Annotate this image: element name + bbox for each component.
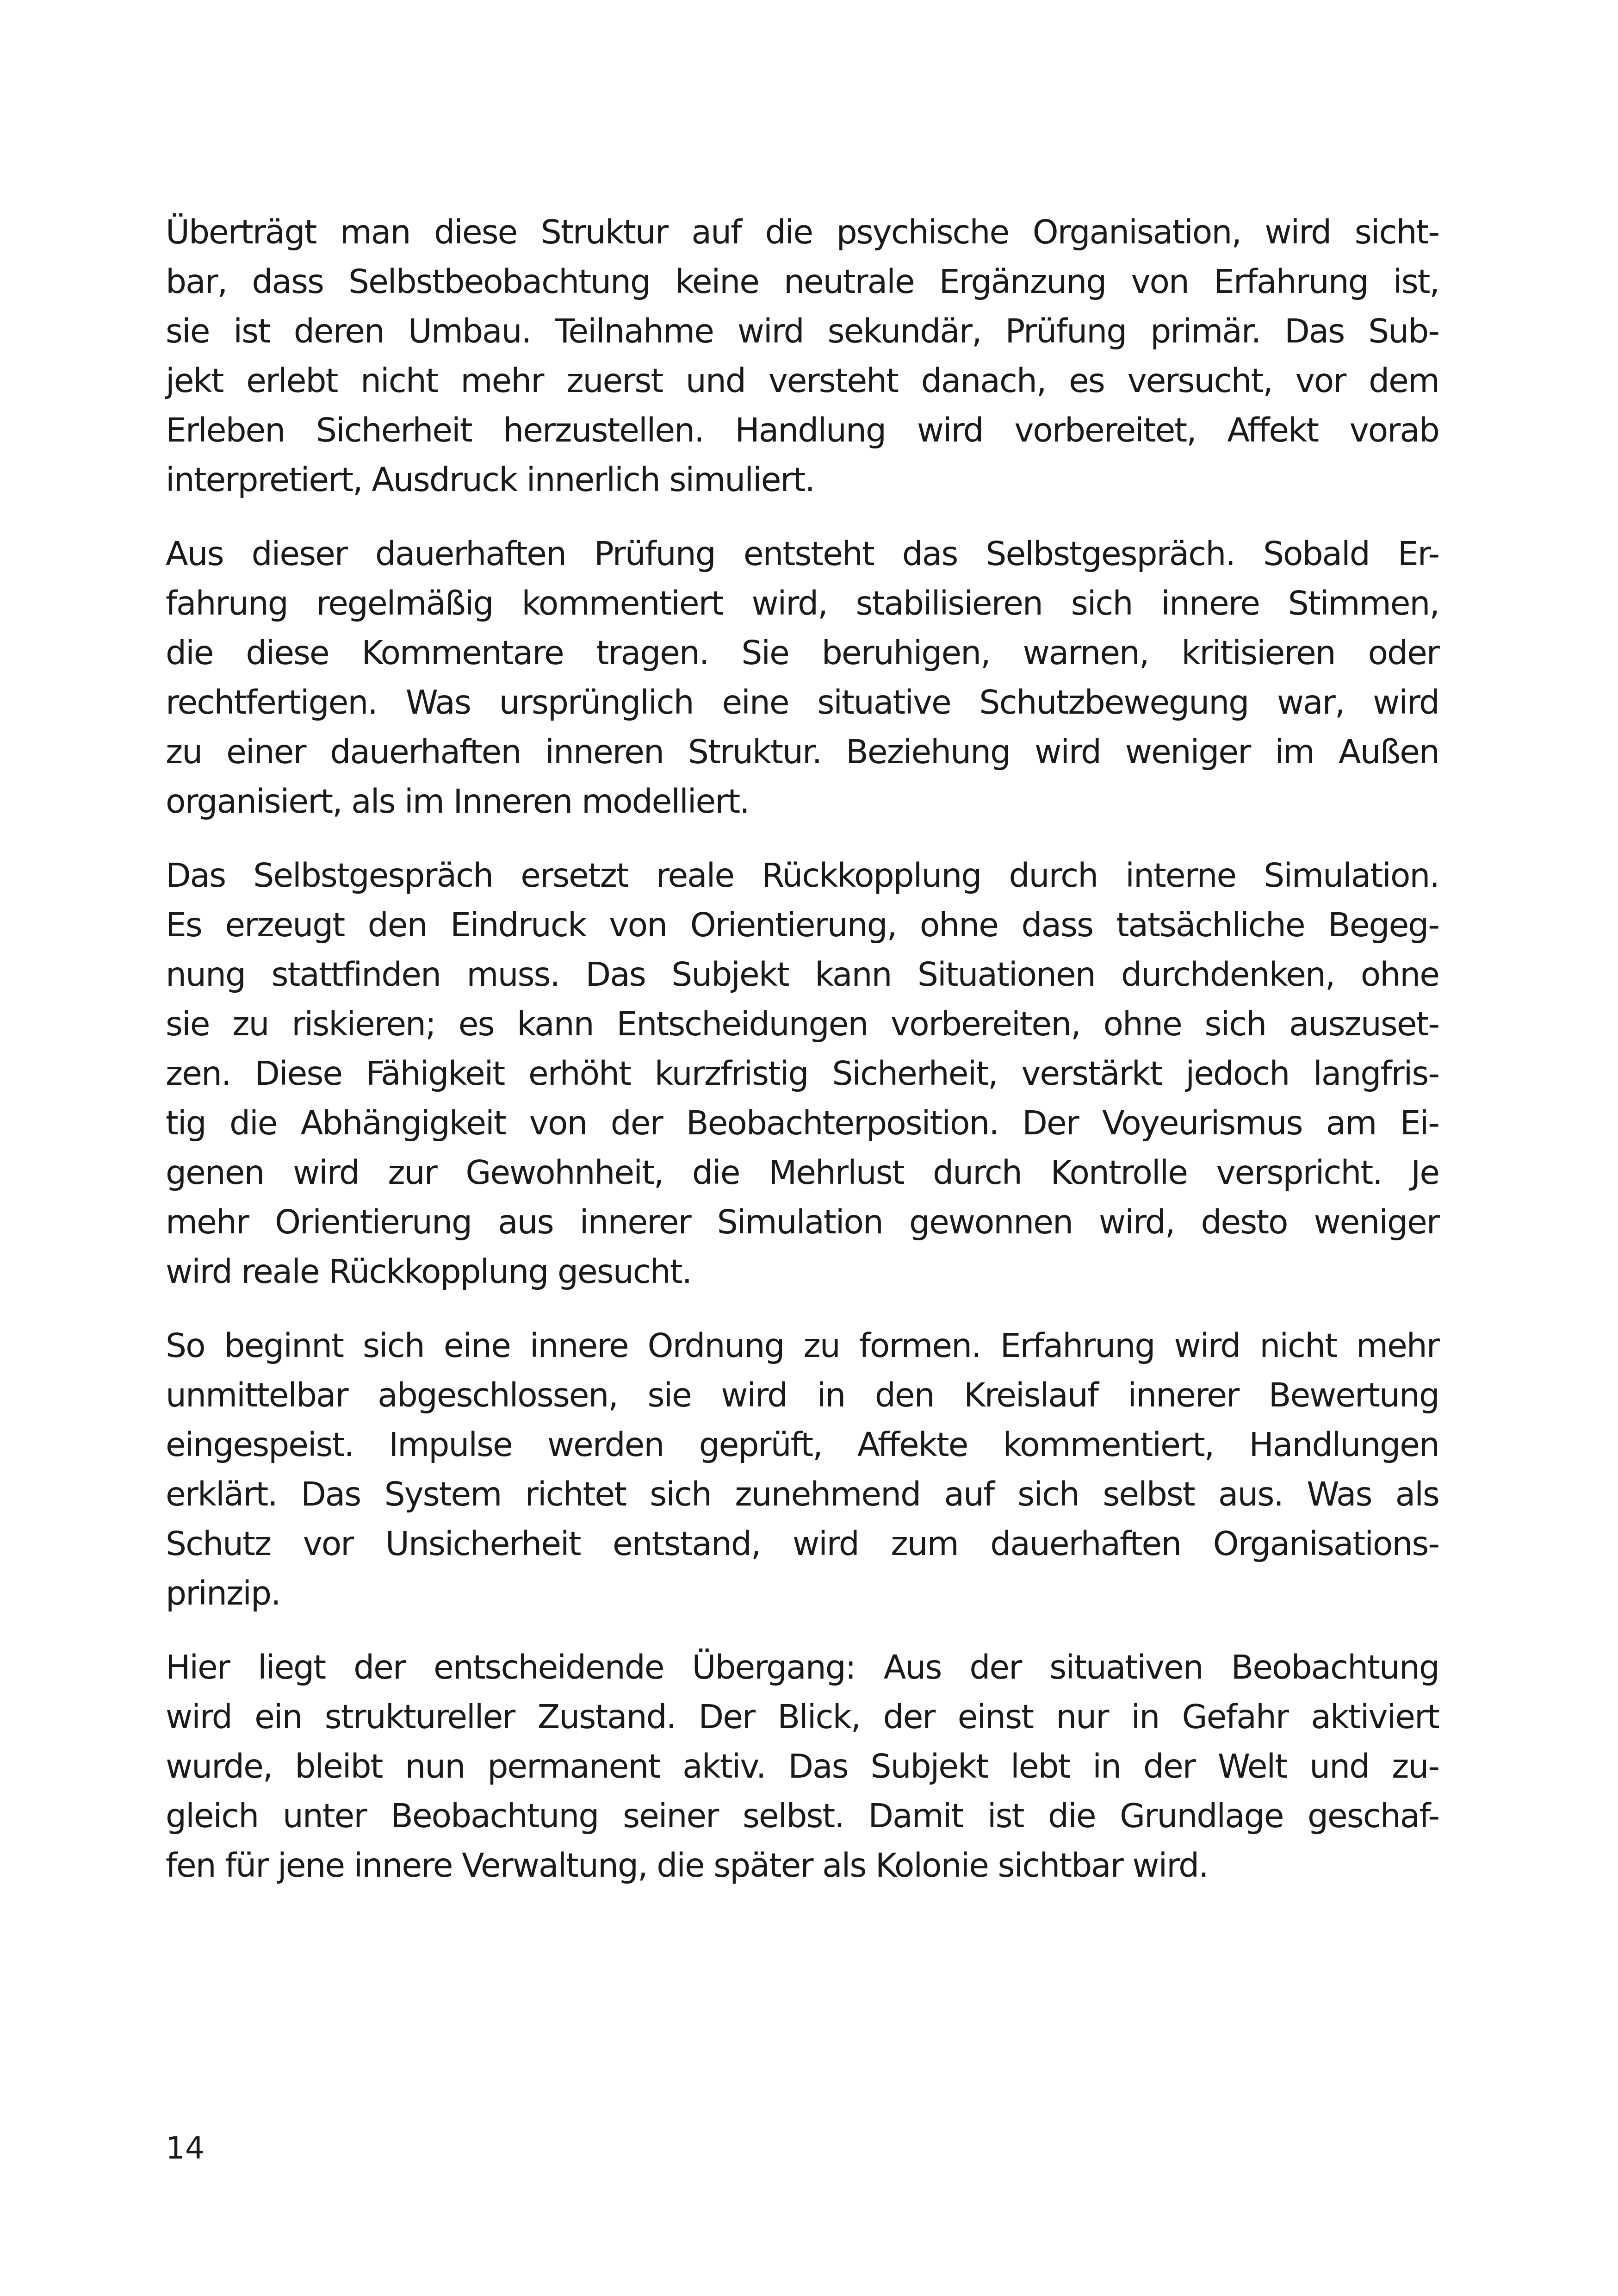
text-line: rechtfertigen. Was ursprünglich eine situative Schutzbewegung war, wird [166, 683, 1439, 722]
text-line: zen. Diese Fähigkeit erhöht kurzfristig Sicherheit, verstärkt jedoch langfris- [166, 1054, 1439, 1093]
text-line: sie zu riskieren; es kann Entscheidungen vorbereiten, ohne sich auszuset- [166, 1005, 1439, 1043]
text-line: wurde, bleibt nun permanent aktiv. Das Subjekt lebt in der Welt und zu- [166, 1747, 1439, 1786]
text-line: wird reale Rückkopplung gesucht. [166, 1252, 692, 1291]
text-line: unmittelbar abgeschlossen, sie wird in den Kreislauf innerer Bewertung [166, 1376, 1439, 1414]
text-line: prinzip. [166, 1574, 280, 1612]
text-line: Aus dieser dauerhaften Prüfung entsteht das Selbstgespräch. Sobald Er- [166, 535, 1439, 573]
text-line: organisiert, als im Inneren modelliert. [166, 782, 749, 821]
paragraph [166, 1643, 1439, 1890]
page-number: 14 [166, 2130, 205, 2166]
text-line: Überträgt man diese Struktur auf die psychische Organisation, wird sicht- [166, 213, 1439, 251]
text-line: wird ein struktureller Zustand. Der Blick, der einst nur in Gefahr aktiviert [166, 1698, 1439, 1736]
text-line: fahrung regelmäßig kommentiert wird, stabilisieren sich innere Stimmen, [166, 584, 1439, 622]
text-line: Es erzeugt den Eindruck von Orientierung, ohne dass tatsächliche Begeg- [166, 906, 1439, 944]
paragraph [166, 1321, 1439, 1618]
text-line: Erleben Sicherheit herzustellen. Handlung wird vorbereitet, Affekt vorab [166, 411, 1439, 449]
paragraph [166, 851, 1439, 1296]
text-line: nung stattfinden muss. Das Subjekt kann Situationen durchdenken, ohne [166, 955, 1439, 994]
text-line: die diese Kommentare tragen. Sie beruhigen, warnen, kritisieren oder [166, 634, 1439, 672]
text-line: Hier liegt der entscheidende Übergang: Aus der situativen Beobachtung [166, 1648, 1439, 1686]
text-line: zu einer dauerhaften inneren Struktur. Beziehung wird weniger im Außen [166, 733, 1439, 771]
text-line: So beginnt sich eine innere Ordnung zu formen. Erfahrung wird nicht mehr [166, 1326, 1439, 1365]
text-line: Schutz vor Unsicherheit entstand, wird zum dauerhaften Organisations- [166, 1524, 1439, 1563]
text-line: Das Selbstgespräch ersetzt reale Rückkopplung durch interne Simulation. [166, 856, 1439, 895]
text-line: mehr Orientierung aus innerer Simulation gewonnen wird, desto weniger [166, 1203, 1439, 1241]
body-text [166, 207, 1439, 1915]
text-line: eingespeist. Impulse werden geprüft, Affekte kommentiert, Handlungen [166, 1425, 1439, 1464]
paragraph [166, 207, 1439, 504]
text-line: sie ist deren Umbau. Teilnahme wird sekundär, Prüfung primär. Das Sub- [166, 312, 1439, 350]
paragraph [166, 529, 1439, 826]
text-line: fen für jene innere Verwaltung, die später als Kolonie sichtbar wird. [166, 1846, 1208, 1885]
text-line: genen wird zur Gewohnheit, die Mehrlust durch Kontrolle verspricht. Je [166, 1153, 1439, 1192]
text-line: erklärt. Das System richtet sich zunehmend auf sich selbst aus. Was als [166, 1475, 1439, 1513]
text-line: bar, dass Selbstbeobachtung keine neutrale Ergänzung von Erfahrung ist, [166, 262, 1439, 301]
text-line: interpretiert, Ausdruck innerlich simuliert. [166, 460, 815, 499]
text-line: gleich unter Beobachtung seiner selbst. Damit ist die Grundlage geschaf- [166, 1797, 1439, 1835]
text-line: jekt erlebt nicht mehr zuerst und versteht danach, es versucht, vor dem [166, 361, 1439, 400]
text-line: tig die Abhängigkeit von der Beobachterposition. Der Voyeurismus am Ei- [166, 1104, 1439, 1142]
